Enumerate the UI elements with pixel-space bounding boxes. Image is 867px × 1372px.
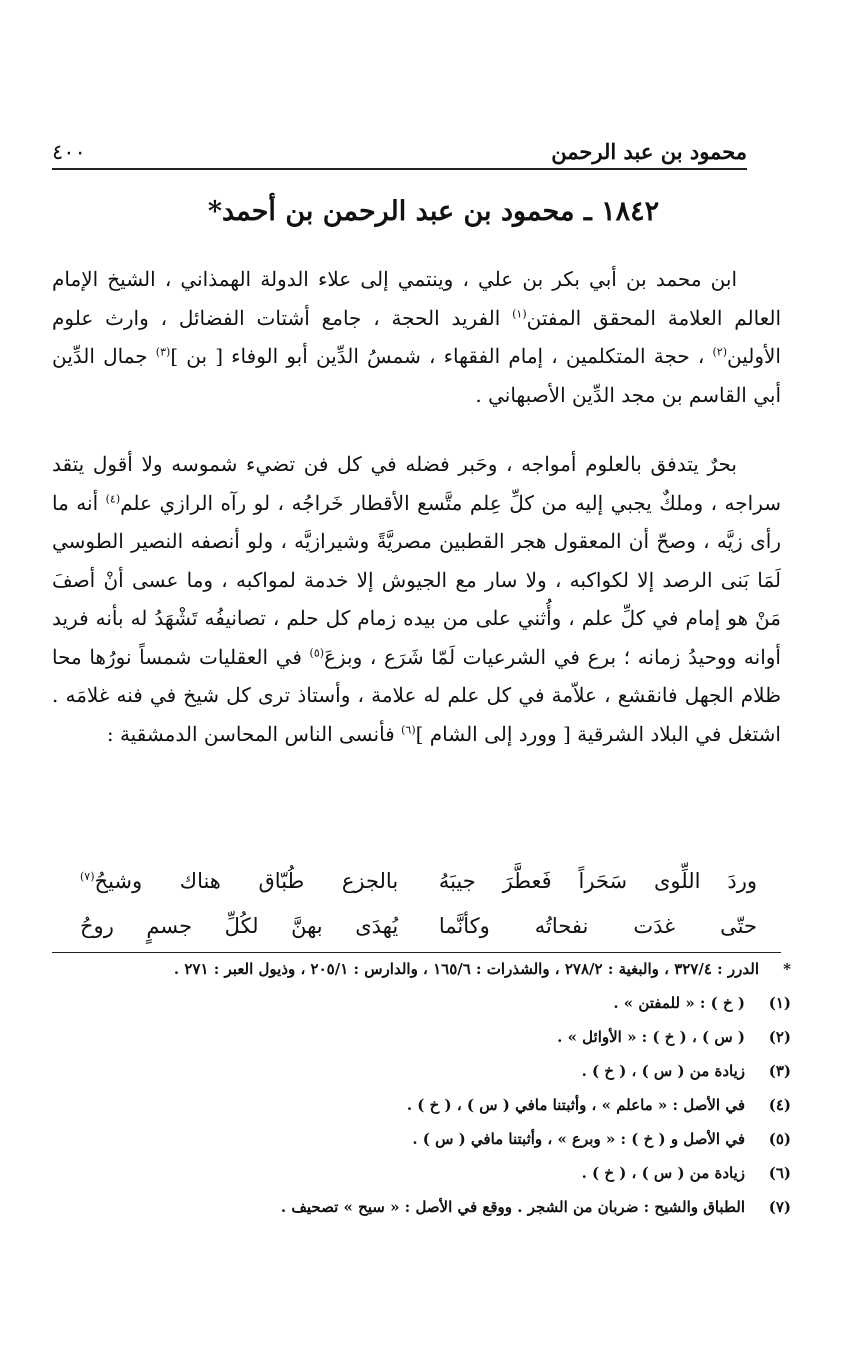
footnote-marker: (١) bbox=[512, 306, 527, 320]
footnote-item bbox=[52, 992, 791, 1014]
footnote-number: * bbox=[783, 960, 791, 978]
footnote-text: الدرر : ٣٢٧/٤ ، والبغية : ٢٧٨/٢ ، والشذرات : ١٦٥/٦ ، والدارس : ٢٠٥/١ ، وذيول العبر : ٢٧١ . bbox=[173, 960, 759, 978]
footnote-text: زيادة من ( س ) ، ( خ ) . bbox=[581, 1062, 745, 1080]
footnote-text: في الأصل : « ماعلم » ، وأثبتنا مافي ( س ) ، ( خ ) . bbox=[406, 1096, 745, 1114]
footnote-item bbox=[52, 958, 791, 980]
footnote-item bbox=[52, 1026, 791, 1048]
footnote-item bbox=[52, 1162, 791, 1184]
footnote-marker: (٦) bbox=[401, 722, 416, 736]
footnote-item bbox=[52, 1060, 791, 1082]
footnote-text: ( س ) ، ( خ ) : « الأوائل » . bbox=[557, 1028, 745, 1046]
footnote-text: زيادة من ( س ) ، ( خ ) . bbox=[581, 1164, 745, 1182]
footnote-marker: (٢) bbox=[712, 345, 728, 359]
footnote-marker: (٥) bbox=[309, 645, 325, 659]
second-hemistich bbox=[80, 869, 398, 893]
running-header bbox=[52, 128, 747, 170]
paragraph-text: بحرٌ يتدفق بالعلوم أمواجه ، وحَبر فضله في كل فن تضيء شموسه ولا أقول يتقد سراجه ، وملكٌ يجبي إليه من كلِّ عِلم متَّسع الأقطار خَراجُه ، لو رآه الرازي علم bbox=[52, 452, 781, 515]
footnote-marker: (٣) bbox=[155, 345, 171, 359]
paragraph-text: في العقليات شمساً نورُها محا ظلام الجهل فانقشع ، علاّمة في كل علم له علامة ، وأستاذ ترى كل شيخ في فنه غلامَه . اشتغل في البلاد الشرقية [ وورد إلى الشام ] bbox=[52, 644, 781, 746]
footnote-item bbox=[52, 1196, 791, 1218]
paragraph-text: جمال الدِّين أبي القاسم بن مجد الدِّين الأصبهاني . bbox=[52, 344, 781, 407]
entry-title: ١٨٤٢ ـ محمود بن عبد الرحمن بن أحمد* bbox=[207, 196, 660, 227]
praise-paragraph bbox=[52, 445, 781, 753]
footnote-number: (٣) bbox=[768, 1062, 791, 1080]
footnote-text: ( خ ) : « للمفتن » . bbox=[613, 994, 745, 1012]
footnote-item bbox=[52, 1094, 791, 1116]
paragraph-text: ، حجة المتكلمين ، إمام الفقهاء ، شمسُ الدِّين أبو الوفاء [ بن ] bbox=[170, 344, 713, 368]
footnote-number: (٤) bbox=[768, 1096, 791, 1114]
paragraph-text: أنه ما رأى زيَّه ، وصحّ أن المعقول هجر القطبين مصريَّةً وشيرازيَّه ، ولو أنصفه النصير الطوسي لَمَا بَنى الرصد إلا لكواكبه ، ولا سار مع الجيوش إلا خدمة لمواكبه ، وما عسى أنْ أصفَ مَنْ هو إمام في كلِّ علم ، وأُثني على من بيده زمام كل حلم ، تصانيفُه تَشْهَدُ له بأنه فريد أوانه ووحيدُ زمانه ؛ برع في الشرعيات لَمّا شَرَع ، وبزعَ bbox=[52, 490, 781, 669]
footnote-text: الطباق والشيح : ضربان من الشجر . ووقع في الأصل : « سيح » تصحيف . bbox=[280, 1198, 745, 1216]
footnote-number: (٦) bbox=[768, 1164, 791, 1182]
footnote-marker: (٧) bbox=[80, 869, 95, 883]
second-hemistich: يُهدَى بهنَّ لكُلِّ جسمٍ روحُ bbox=[80, 913, 399, 938]
footnote-number: (٢) bbox=[768, 1028, 791, 1046]
footnote-number: (٧) bbox=[768, 1198, 791, 1216]
footnote-marker: (٤) bbox=[105, 491, 121, 505]
footnote-number: (١) bbox=[768, 994, 791, 1012]
footnotes bbox=[52, 958, 791, 1230]
paragraph-text: الفريد الحجة ، جامع أشتات الفضائل ، وارث علوم الأولين bbox=[52, 305, 781, 368]
poem-verse bbox=[80, 858, 757, 903]
first-hemistich: حتّى غدَت نفحاتُه وكأنَّما bbox=[438, 913, 757, 938]
running-title: محمود بن عبد الرحمن bbox=[551, 139, 747, 164]
paragraph-text: فأنسى الناس المحاسن الدمشقية : bbox=[106, 721, 402, 746]
footnote-divider bbox=[52, 952, 781, 953]
biography-paragraph bbox=[52, 260, 781, 414]
hemistich-text: بالجزع طُبّاق هناك وشيحُ bbox=[94, 868, 399, 893]
footnote-text: في الأصل و ( خ ) : « وبرع » ، وأثبتنا مافي ( س ) . bbox=[412, 1130, 745, 1148]
footnote-number: (٥) bbox=[768, 1130, 791, 1148]
page-number: ٤٠٠ bbox=[52, 140, 86, 164]
paragraph-text: ابن محمد بن أبي بكر بن علي ، وينتمي إلى علاء الدولة الهمذاني ، الشيخ الإمام العالم العلامة المحقق المفتن bbox=[52, 267, 782, 330]
first-hemistich: وردَ اللِّوى سَحَراً فَعطَّرَ جيبَهُ bbox=[438, 868, 757, 893]
poem bbox=[80, 858, 757, 948]
footnote-item bbox=[52, 1128, 791, 1150]
poem-verse bbox=[80, 903, 757, 948]
